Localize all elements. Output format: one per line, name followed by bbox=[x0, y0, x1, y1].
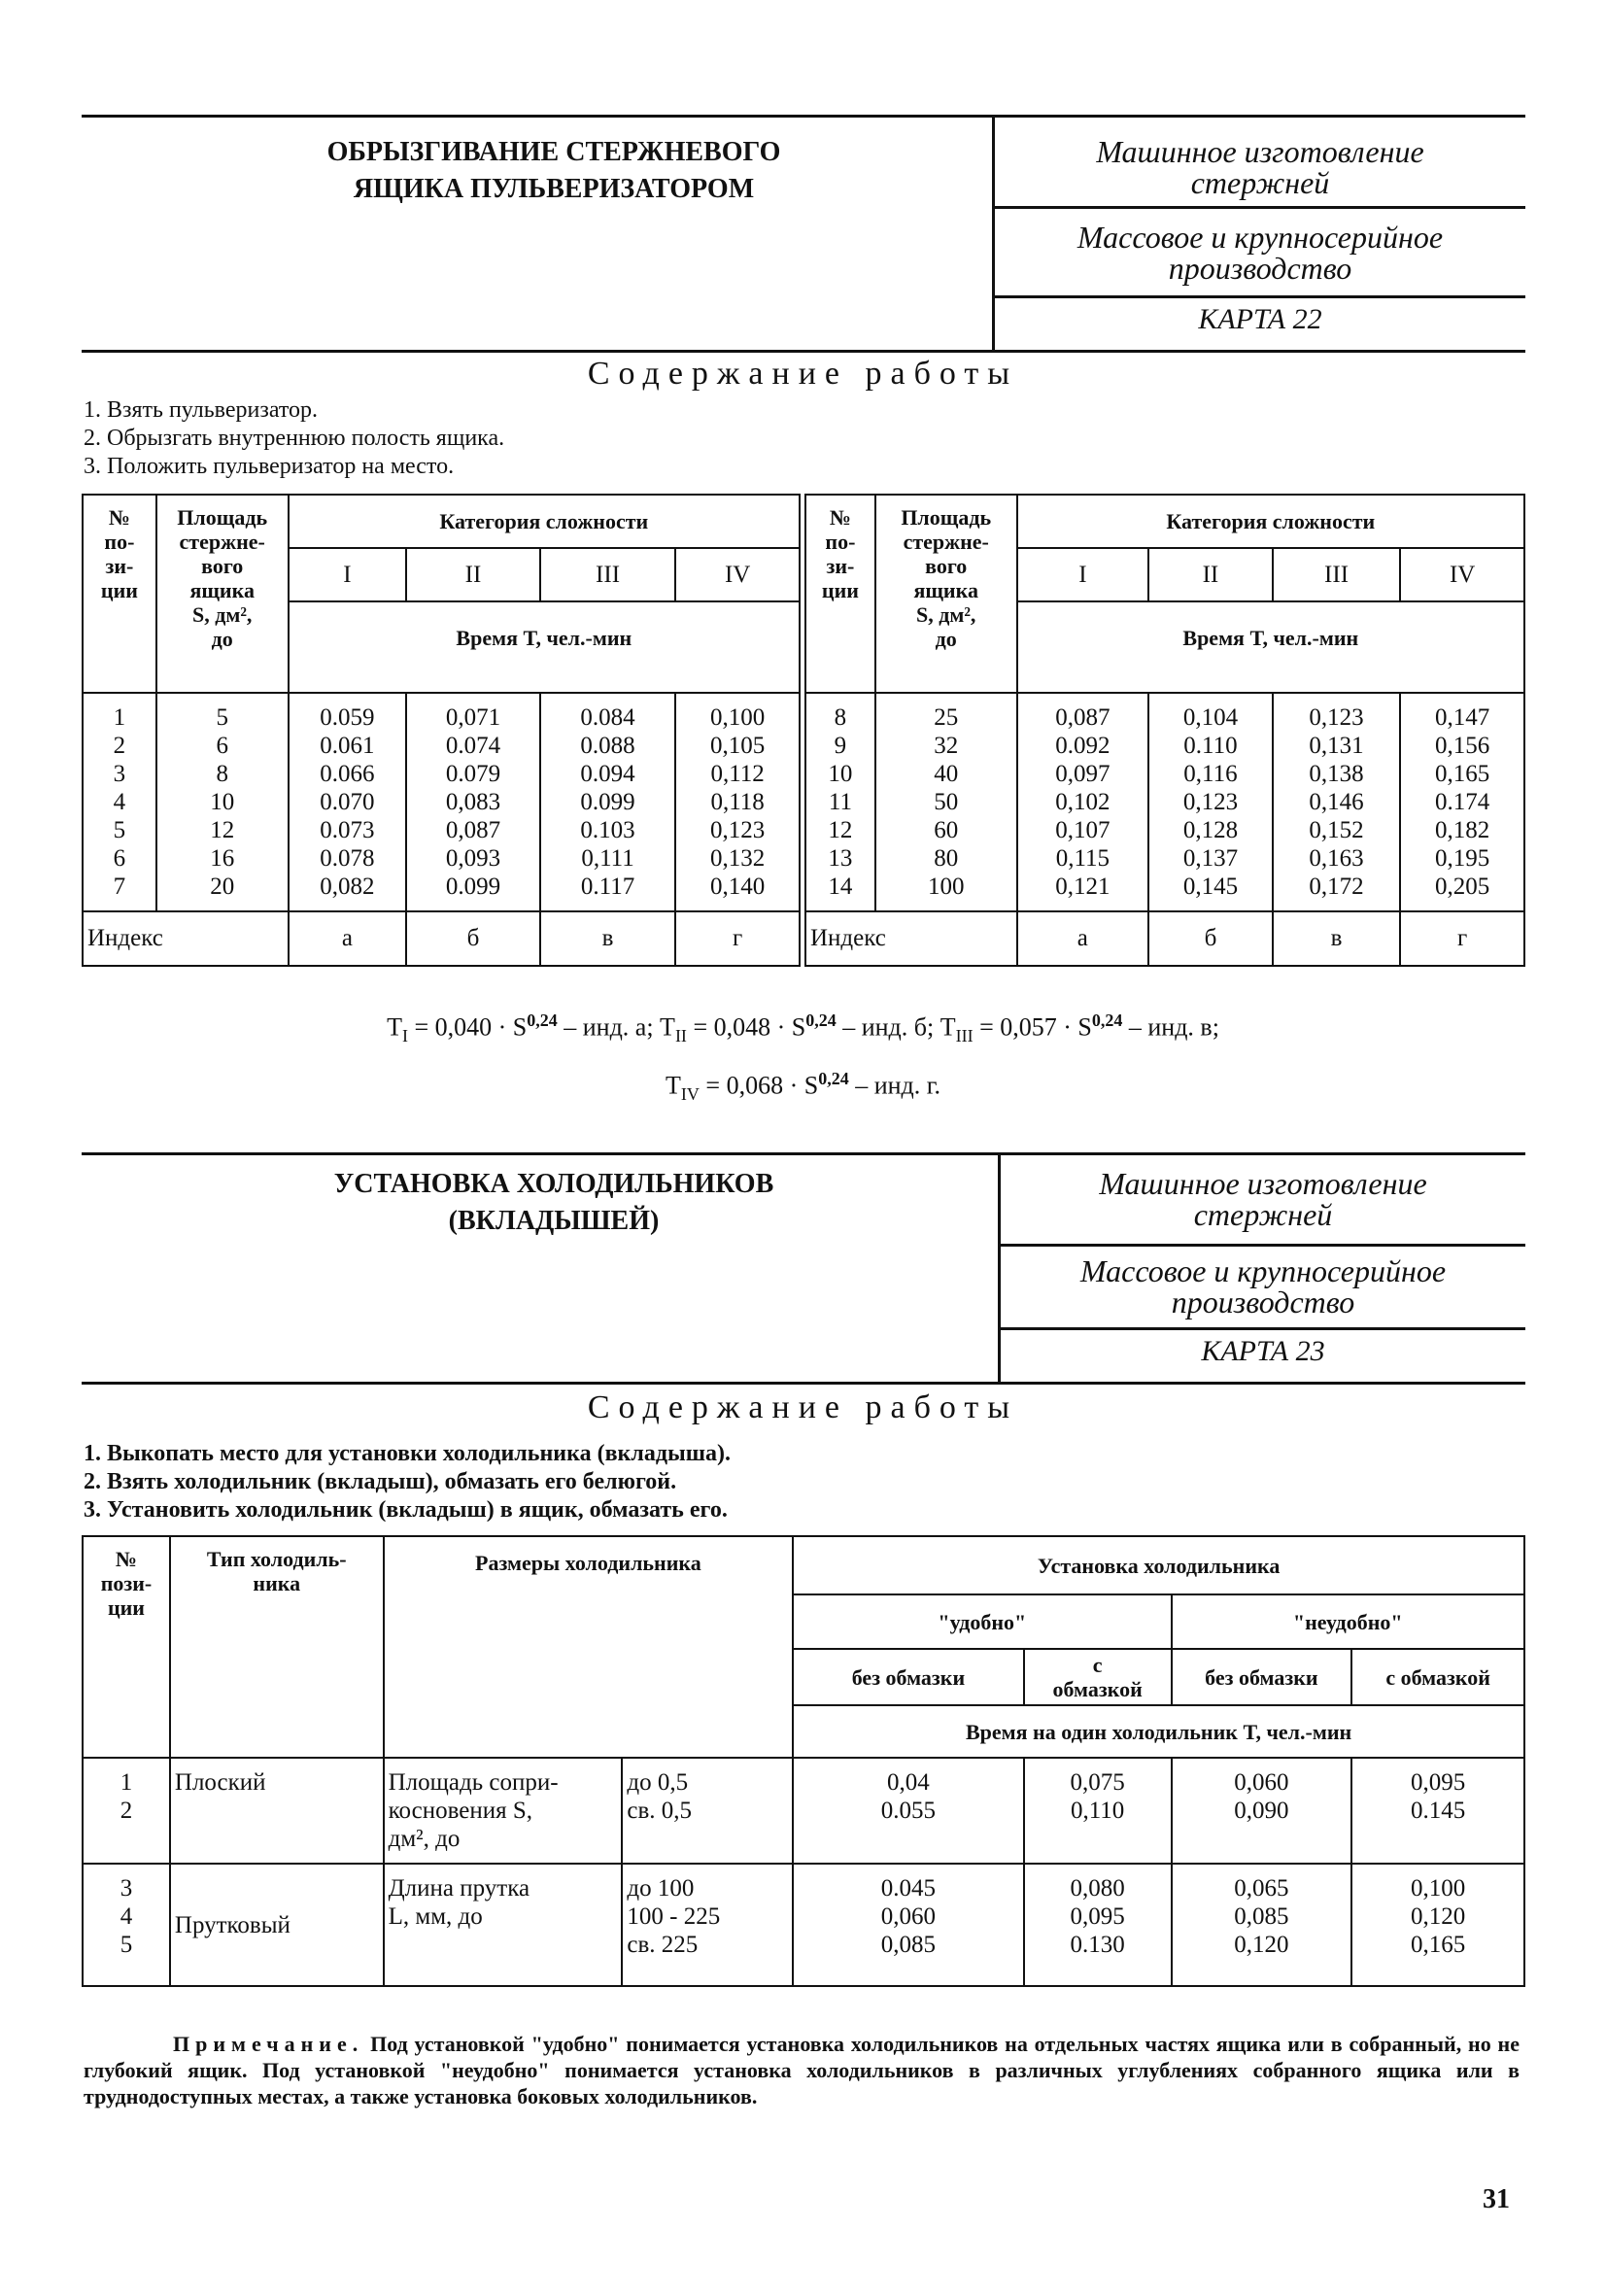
card23-method bbox=[1001, 1168, 1525, 1230]
card23-note bbox=[84, 2031, 1520, 2109]
header-rule-22b bbox=[992, 295, 1525, 298]
cat-III-right: III bbox=[1273, 548, 1401, 601]
header-no-coat-2: без обмазки bbox=[1172, 1649, 1352, 1705]
card23-production-line1: Массовое и крупносерийное bbox=[1079, 1253, 1447, 1288]
header-size: Размеры холодильника bbox=[384, 1536, 794, 1758]
header-rule-23a bbox=[998, 1244, 1525, 1247]
header-rule-23b bbox=[998, 1327, 1525, 1330]
table-row: 8 9 10 11 12 13 14 25 32 40 50 60 80 100 0,087 0.092 0,097 0,102 0,107 0,115 0,121 0,104 0.110 0,116 0,123 0,128 0,137 0,145 0,123 0,131 0,138 0,146 0,152 0,163 0,172 0,147 0,156 0,165 0.174 0,182 0,195 0,205 bbox=[805, 693, 1524, 911]
card22-method bbox=[995, 136, 1525, 198]
card23-step-1: 1. Выкопать место для установки холодильника (вкладыша). bbox=[84, 1441, 731, 1466]
card22-step-3: 3. Положить пульверизатор на место. bbox=[84, 454, 455, 479]
rule-top-23 bbox=[82, 1152, 1525, 1155]
page-number: 31 bbox=[1483, 2184, 1510, 2214]
header-time: Время на один холодильник T, чел.-мин bbox=[793, 1705, 1524, 1758]
card23-method-line1: Машинное изготовление bbox=[1099, 1166, 1427, 1201]
note-lead: Примечание. bbox=[173, 2032, 364, 2056]
card22-formula-line2: $T_{IV} = 0,068 \cdot S^{0,24}$ – инд. г. bbox=[666, 1069, 940, 1104]
header-time: Время T, чел.-мин bbox=[289, 601, 800, 693]
card23-steps bbox=[84, 1440, 731, 1525]
header-rule-22a bbox=[992, 206, 1525, 209]
header-convenient: "удобно" bbox=[793, 1594, 1171, 1649]
header-inconvenient: "неудобно" bbox=[1172, 1594, 1524, 1649]
header-position: № пози- ции bbox=[83, 1536, 170, 1758]
card23-step-3: 3. Установить холодильник (вкладыш) в ящик, обмазать его. bbox=[84, 1497, 728, 1523]
card22-table-left bbox=[82, 494, 801, 967]
header-position-right: № по- зи- ции bbox=[805, 495, 875, 693]
card22-title-line1: ОБРЫЗГИВАНИЕ СТЕРЖНЕВОГО bbox=[326, 137, 781, 167]
header-area-right: Площадь стержне- вого ящика S, дм², до bbox=[875, 495, 1017, 693]
cat-II-right: II bbox=[1148, 548, 1273, 601]
note-text: Под установкой "удобно" понимается установка холодильников на отдельных частях ящика или в собранный, но не глубокий ящик. Под установкой "неудобно" понимается установка холодильников в различных углублениях собранного ящика или в труднодоступных местах, а также установка боковых холодильников. bbox=[84, 2032, 1520, 2108]
card23-method-line2: стержней bbox=[1193, 1197, 1333, 1232]
cat-IV: IV bbox=[675, 548, 800, 601]
header-time-right: Время T, чел.-мин bbox=[1017, 601, 1524, 693]
header-area: Площадь стержне- вого ящика S, дм², до bbox=[156, 495, 289, 693]
rule-top-22 bbox=[82, 115, 1525, 118]
card22-steps bbox=[84, 396, 504, 481]
card22-production bbox=[995, 222, 1525, 284]
rule-bottom-22 bbox=[82, 350, 1525, 353]
header-type: Тип холодиль- ника bbox=[170, 1536, 384, 1758]
header-category-right: Категория сложности bbox=[1017, 495, 1524, 548]
rule-bottom-23 bbox=[82, 1382, 1525, 1385]
card22-table-right bbox=[804, 494, 1525, 967]
card23-title-line2: (ВКЛАДЫШЕЙ) bbox=[448, 1206, 660, 1236]
card23-production-line2: производство bbox=[1171, 1285, 1355, 1319]
index-row: Индекс а б в г bbox=[83, 911, 800, 966]
card22-step-1: 1. Взять пульверизатор. bbox=[84, 397, 319, 423]
card22-title-line2: ЯЩИКА ПУЛЬВЕРИЗАТОРОМ bbox=[353, 174, 755, 204]
card23-section-heading: Содержание работы bbox=[587, 1389, 1019, 1425]
card22-production-line2: производство bbox=[1168, 251, 1352, 286]
index-row-right: Индекс а б в г bbox=[805, 911, 1524, 966]
header-install: Установка холодильника bbox=[793, 1536, 1524, 1594]
header-category: Категория сложности bbox=[289, 495, 800, 548]
card23-title-line1: УСТАНОВКА ХОЛОДИЛЬНИКОВ bbox=[333, 1169, 774, 1199]
card22-method-line1: Машинное изготовление bbox=[1096, 134, 1424, 169]
header-position: № по- зи- ции bbox=[83, 495, 156, 693]
table-row: 1 2 3 4 5 6 7 5 6 8 10 12 16 20 0.059 0.061 0.066 0.070 0.073 0.078 0,082 0,071 0.074 0.079 0,083 0,087 0,093 0.099 0.084 0.088 0.094 0.099 0.103 0,111 0.117 0,100 0,105 0,112 0,118 0,123 0,132 0,140 bbox=[83, 693, 800, 911]
cat-II: II bbox=[406, 548, 540, 601]
card22-method-line2: стержней bbox=[1190, 165, 1330, 200]
card22-label: КАРТА 22 bbox=[1198, 303, 1322, 335]
card23-title bbox=[253, 1166, 855, 1240]
card23-step-2: 2. Взять холодильник (вкладыш), обмазать его белюгой. bbox=[84, 1469, 677, 1494]
cat-IV-right: IV bbox=[1400, 548, 1524, 601]
card22-production-line1: Массовое и крупносерийное bbox=[1076, 220, 1444, 255]
card22-step-2: 2. Обрызгать внутреннюю полость ящика. bbox=[84, 426, 505, 451]
header-no-coat-1: без обмазки bbox=[793, 1649, 1024, 1705]
table-row: 3 4 5 Прутковый Длина прутка L, мм, до до 100 100 - 225 св. 225 0.045 0,060 0,085 0,080 0,095 0.130 0,065 0,085 0,120 0,100 0,120 0,165 bbox=[83, 1864, 1524, 1986]
card22-title bbox=[253, 134, 855, 208]
card22-section-heading: Содержание работы bbox=[587, 356, 1019, 392]
cat-I-right: I bbox=[1017, 548, 1149, 601]
card23-label: КАРТА 23 bbox=[1201, 1335, 1325, 1367]
table-row: 1 2 Плоский Площадь сопри- косновения S, дм², до до 0,5 св. 0,5 0,04 0.055 0,075 0,110 0,060 0,090 0,095 0.145 bbox=[83, 1758, 1524, 1864]
header-coat-1: с обмазкой bbox=[1024, 1649, 1172, 1705]
card23-production bbox=[1001, 1255, 1525, 1318]
cat-III: III bbox=[540, 548, 676, 601]
card22-formula-line1: $T_I = 0,040 \cdot S^{0,24}$ – инд. а; $T_{II} = 0,048 \cdot S^{0,24}$ – инд. б; $T_{III} = 0,057 \cdot S^{0,24}$ – инд. в; bbox=[387, 1011, 1219, 1045]
card23-table bbox=[82, 1535, 1525, 1987]
header-coat-2: с обмазкой bbox=[1351, 1649, 1524, 1705]
cat-I: I bbox=[289, 548, 407, 601]
